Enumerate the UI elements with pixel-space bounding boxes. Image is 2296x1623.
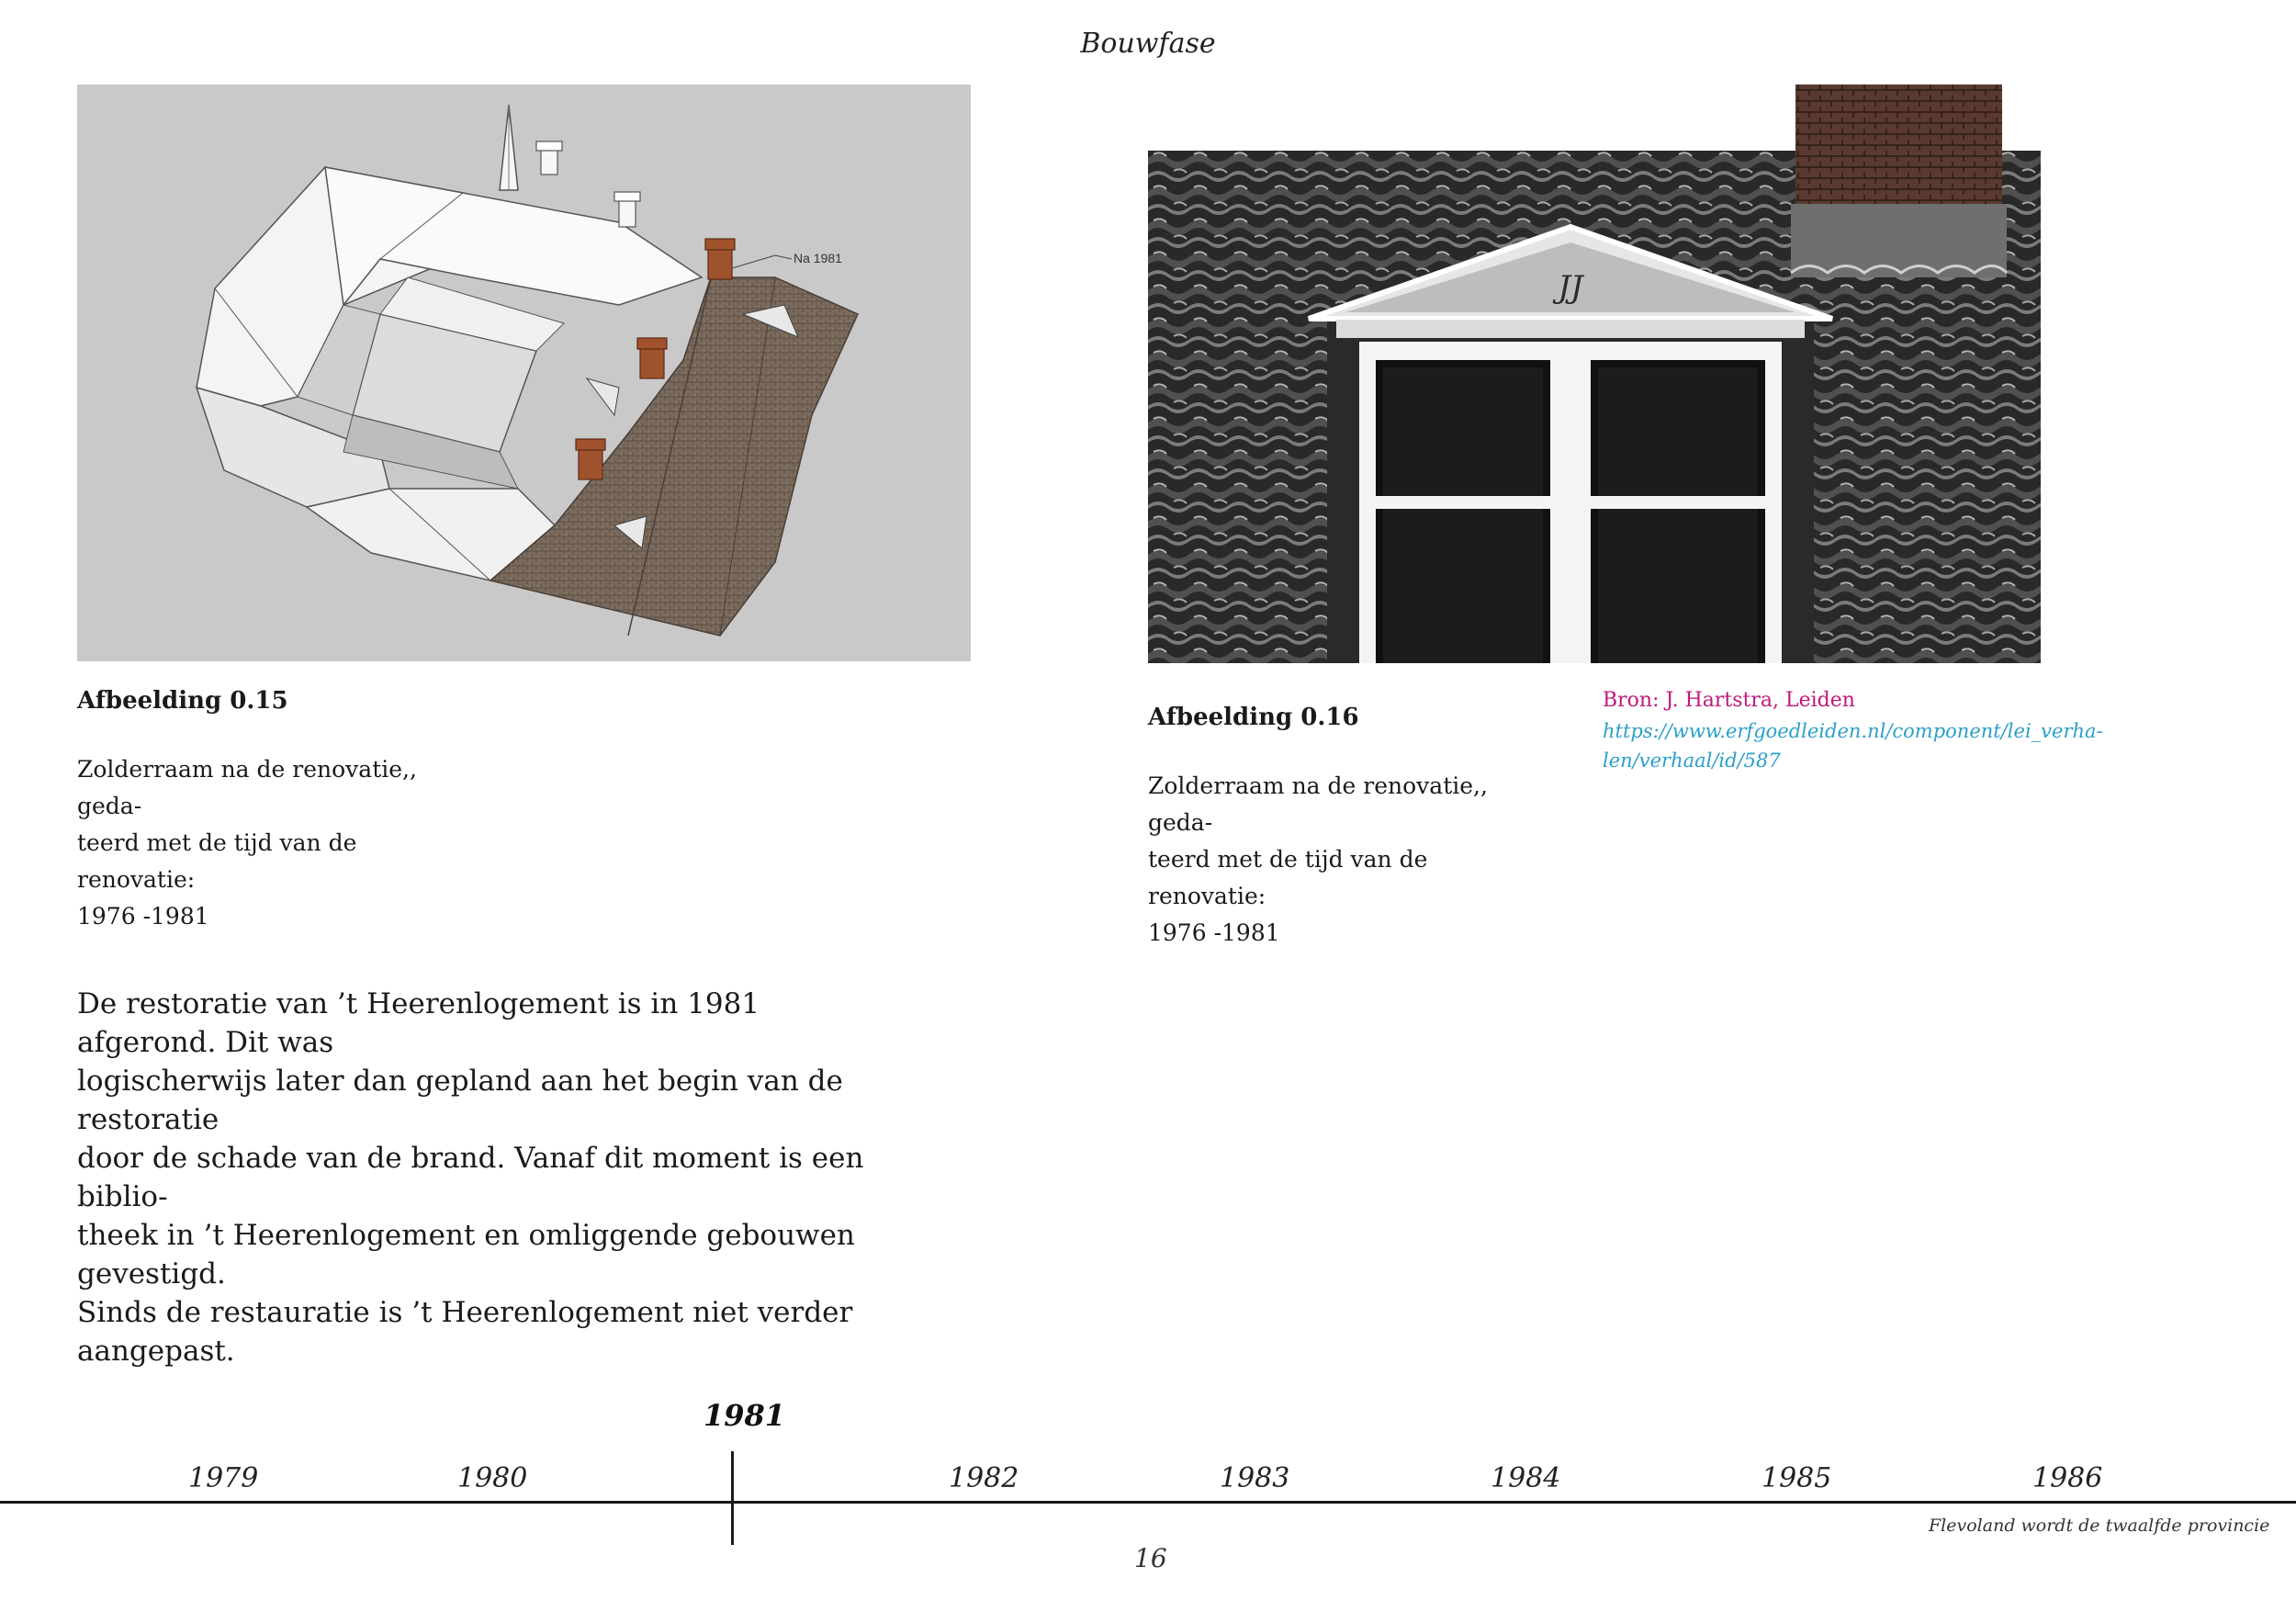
- timeline-year-1982: 1982: [949, 1462, 1019, 1494]
- timeline-year-1984: 1984: [1491, 1462, 1561, 1494]
- timeline-current-year: 1981: [703, 1398, 786, 1433]
- figure-right-source-label: Bron: J. Hartstra, Leiden: [1603, 689, 1855, 712]
- figure-right-source-link[interactable]: https://www.erfgoedleiden.nl/component/lei_verha- len/verhaal/id/587: [1603, 720, 2103, 772]
- figure-right-caption-text: Zolderraam na de renovatie,, geda- teerd met de tijd van de renovatie: 1976 -1981: [1148, 772, 1488, 946]
- figure-3d-model: [77, 85, 971, 661]
- timeline-year-1983: 1983: [1220, 1462, 1290, 1494]
- page-number: 16: [1134, 1543, 1167, 1573]
- figure-dormer-photo: [1148, 85, 2041, 663]
- timeline-year-1979: 1979: [188, 1462, 259, 1494]
- model-annotation-label: Na 1981: [793, 251, 842, 265]
- building-model-illustration: [77, 85, 971, 661]
- timeline-year-1986: 1986: [2032, 1462, 2103, 1494]
- timeline-event-note: Flevoland wordt de twaalfde provincie: [1929, 1516, 2270, 1536]
- page-header-title: Bouwfase: [1080, 28, 1216, 60]
- timeline-year-1985: 1985: [1761, 1462, 1832, 1494]
- figure-left-caption-text: Zolderraam na de renovatie,, geda- teerd met de tijd van de renovatie: 1976 -1981: [77, 756, 417, 930]
- body-paragraph: De restoratie van ’t Heerenlogement is in 1981 afgerond. Dit was logischerwijs later dan gepland aan het begin van de restoratie door de schade van de brand. Vanaf dit moment is een biblio- theek in ’t Heerenlogement en omliggende gebouwen gevestigd. Sinds de restauratie is ’t Heerenlogement niet verder aangepast.: [77, 987, 864, 1368]
- timeline-axis-line: [0, 1501, 2296, 1504]
- timeline-year-1980: 1980: [457, 1462, 528, 1494]
- dormer-photo-illustration: [1148, 85, 2041, 663]
- timeline-current-marker: [731, 1451, 734, 1545]
- figure-left-caption-label: Afbeelding 0.15: [77, 687, 288, 715]
- dormer-inscription-initials: JJ: [1558, 269, 1583, 306]
- figure-right-caption-label: Afbeelding 0.16: [1148, 704, 1359, 731]
